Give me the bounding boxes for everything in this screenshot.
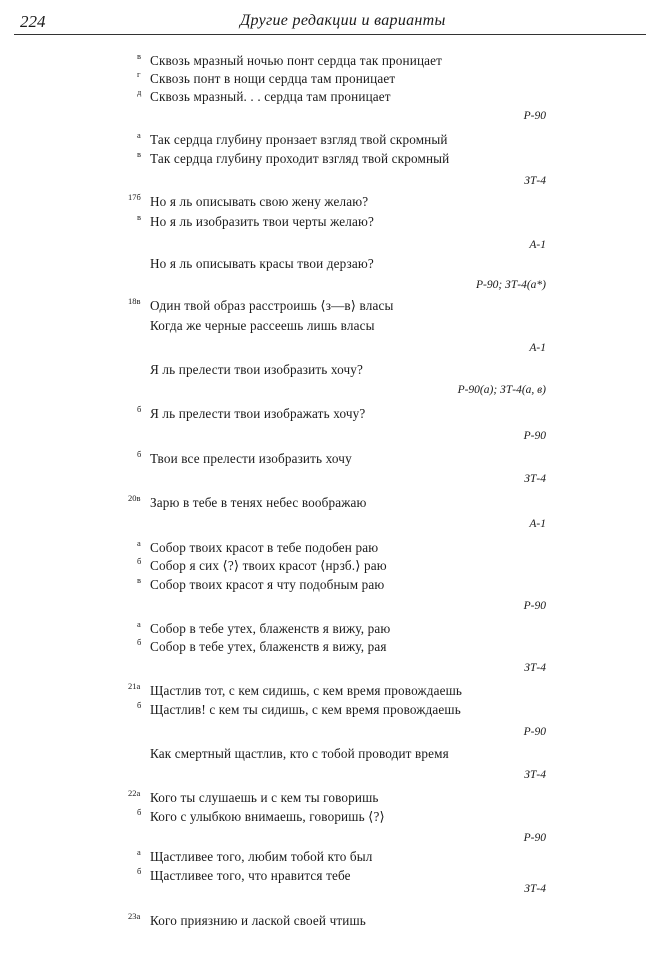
verse-line: Щастливее того, что нравится тебе (150, 868, 351, 883)
variant-marker: в (137, 212, 142, 222)
variant-marker: 23а (128, 911, 141, 921)
variant-marker: б (137, 866, 142, 876)
variant-marker: 18в (128, 296, 141, 306)
variant-marker: г (137, 69, 141, 79)
verse-line: Кого ты слушаешь и с кем ты говоришь (150, 790, 379, 805)
source-siglum: Р-90 (523, 600, 546, 612)
variant-marker: 20в (128, 493, 141, 503)
source-siglum: ЗТ-4 (524, 473, 546, 485)
verse-line: Я ль прелести твои изобразить хочу? (150, 362, 364, 377)
verse-line: Кого приязнию и лаской своей чтишь (150, 913, 366, 928)
verse-line: Сквозь понт в нощи сердца там проницает (150, 71, 396, 86)
verse-line: Щастливее того, любим тобой кто был (150, 849, 373, 864)
source-siglum: Р-90; ЗТ-4(а*) (475, 279, 546, 291)
verse-line: Я ль прелести твои изображать хочу? (150, 406, 366, 421)
verse-line: Но я ль описывать свою жену желаю? (150, 194, 369, 209)
variant-marker: а (137, 619, 141, 629)
verse-line: Зарю в тебе в тенях небес воображаю (150, 495, 367, 510)
source-siglum: ЗТ-4 (524, 175, 546, 187)
running-header: Другие редакции и варианты (240, 12, 446, 29)
variant-marker: в (137, 51, 142, 61)
source-siglum: А-1 (529, 518, 546, 530)
verse-line: Собор твоих красот в тебе подобен раю (150, 540, 379, 555)
variant-marker: б (137, 637, 142, 647)
verse-line: Но я ль изобразить твои черты желаю? (150, 214, 374, 229)
variant-marker: в (137, 575, 142, 585)
variant-marker: 17б (128, 192, 141, 202)
variant-marker: б (137, 556, 142, 566)
source-siglum: Р-90 (523, 832, 546, 844)
verse-line: Сквозь мразный. . . сердца там проницает (150, 89, 391, 104)
header-rule (14, 34, 646, 35)
variant-marker: 21а (128, 681, 141, 691)
variant-marker: в (137, 149, 142, 159)
verse-line: Кого с улыбкою внимаешь, говоришь ⟨?⟩ (150, 809, 385, 824)
verse-line: Щастлив тот, с кем сидишь, с кем время провождаешь (150, 683, 463, 698)
page-number: 224 (20, 12, 46, 31)
verse-line: Один твой образ расстроишь ⟨з—в⟩ власы (150, 298, 394, 313)
source-siglum: А-1 (529, 239, 546, 251)
variant-marker: б (137, 700, 142, 710)
source-siglum: Р-90(а); ЗТ-4(а, в) (457, 384, 546, 396)
variant-marker: б (137, 404, 142, 414)
verse-line: Так сердца глубину пронзает взгляд твой скромный (150, 132, 448, 147)
verse-line: Щастлив! с кем ты сидишь, с кем время провождаешь (150, 702, 461, 717)
verse-line: Но я ль описывать красы твои дерзаю? (150, 256, 374, 271)
source-siglum: Р-90 (523, 726, 546, 738)
variant-marker: а (137, 538, 141, 548)
verse-line: Сквозь мразный ночью понт сердца так проницает (150, 53, 443, 68)
verse-line: Собор я сих ⟨?⟩ твоих красот ⟨нрзб.⟩ раю (150, 558, 387, 573)
verse-line: Собор твоих красот я чту подобным раю (150, 577, 385, 592)
source-siglum: ЗТ-4 (524, 883, 546, 895)
variant-marker: а (137, 847, 141, 857)
verse-line: Собор в тебе утех, блаженств я вижу, рая (150, 639, 387, 654)
verse-line: Так сердца глубину проходит взгляд твой скромный (150, 151, 450, 166)
verse-line: Когда же черные рассеешь лишь власы (150, 318, 375, 333)
verse-line: Как смертный щастлив, кто с тобой проводит время (150, 746, 449, 761)
verse-line: Собор в тебе утех, блаженств я вижу, раю (150, 621, 391, 636)
source-siglum: Р-90 (523, 110, 546, 122)
source-siglum: ЗТ-4 (524, 769, 546, 781)
variant-marker: б (137, 807, 142, 817)
source-siglum: ЗТ-4 (524, 662, 546, 674)
variant-marker: а (137, 130, 141, 140)
variant-marker: д (137, 87, 142, 97)
variant-marker: 22а (128, 788, 141, 798)
source-siglum: Р-90 (523, 430, 546, 442)
variant-marker: б (137, 449, 142, 459)
verse-line: Твои все прелести изобразить хочу (150, 451, 352, 466)
source-siglum: А-1 (529, 342, 546, 354)
